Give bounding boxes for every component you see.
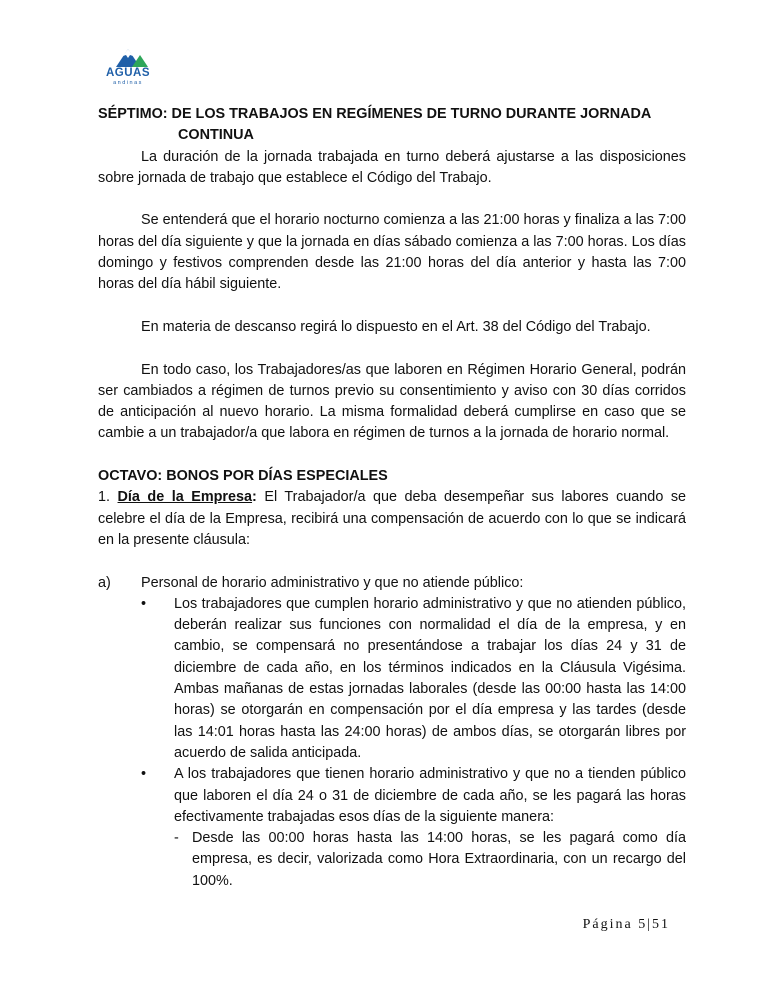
- bullet-item-2: [98, 764, 686, 828]
- section-7-paragraph-3: En materia de descanso regirá lo dispuesto en el Art. 38 del Código del Trabajo.: [141, 318, 651, 335]
- mountain-icon: [98, 45, 158, 69]
- bullet-item-2-text: A los trabajadores que tienen horario administrativo y que no a tienden público que laboren el día 24 o 31 de diciembre de cada año, se les pagará las horas efectivamente trabajadas esos días de la siguiente manera:: [174, 766, 686, 825]
- section-7-paragraph-4: En todo caso, los Trabajadores/as que laboren en Régimen Horario General, podrán ser cambiados a régimen de turnos previo su consentimiento y aviso con 30 días corridos de anticipación al nuevo horario. La misma formalidad deberá cumplirse en caso que se cambie a un trabajador/a que labora en régimen de turnos a la jornada de horario normal.: [98, 361, 686, 442]
- section-7-paragraph-2: Se entenderá que el horario nocturno comienza a las 21:00 horas y finaliza a las 7:00 horas del día siguiente y que la jornada en días sábado comienza a las 7:00 horas. Los días domingo y festivos comprenden desde las 21:00 horas del día anterior y hasta las 7:00 horas del día hábil siguiente.: [98, 212, 687, 293]
- item-1-title: Día de la Empresa: [117, 489, 253, 506]
- aguas-andinas-logo: [98, 45, 158, 93]
- bullet-item-1-text: Los trabajadores que cumplen horario administrativo y que no atienden público, deberán realizar sus funciones con normalidad el día de la empresa, y en cambio, se compensará no presentándose a trabajar los días 24 y 31 de diciembre de cada año, en los términos indicados en la Cláusula Vigésima. Ambas mañanas de estas jornadas laborales (desde las 00:00 hasta las 14:00 horas) se otorgarán en compensación por el día empresa y las tardes (desde las 14:01 horas hasta las 24:00 horas) de ambos días, se otorgarán libres por acuerdo de salida anticipada.: [174, 595, 686, 761]
- document-body: [98, 104, 686, 892]
- section-8-title: OCTAVO: BONOS POR DÍAS ESPECIALES: [98, 468, 388, 485]
- page-number: Página 5|51: [582, 917, 670, 932]
- bullet-icon: •: [141, 595, 147, 612]
- dash-item-1: [98, 828, 686, 892]
- bullet-item-1: [98, 594, 686, 764]
- list-item-a-label: a): [98, 574, 111, 591]
- list-item-a: [98, 573, 686, 594]
- section-7-title-cont: CONTINUA: [178, 127, 254, 144]
- section-7-paragraph-1: La duración de la jornada trabajada en turno deberá ajustarse a las disposiciones sobre jornada de trabajo que establece el Código del Trabajo.: [98, 148, 686, 186]
- item-1-text: El Trabajador/a que deba desempeñar sus labores cuando se celebre el día de la Empresa, recibirá una compensación de acuerdo con lo que se indicará en la presente cláusula:: [98, 489, 687, 548]
- logo-tagline: andinas: [113, 80, 143, 86]
- item-1-paragraph: [98, 487, 686, 551]
- dash-icon: -: [174, 830, 179, 847]
- bullet-icon: •: [141, 766, 147, 783]
- item-1-colon: :: [252, 489, 257, 506]
- section-7-title: SÉPTIMO: DE LOS TRABAJOS EN REGÍMENES DE TURNO DURANTE JORNADA: [98, 106, 652, 122]
- item-1-number: 1.: [98, 489, 111, 506]
- list-item-a-text: Personal de horario administrativo y que no atiende público:: [141, 574, 524, 591]
- logo-wordmark: AGUAS: [105, 67, 151, 79]
- dash-item-1-text: Desde las 00:00 horas hasta las 14:00 horas, se les pagará como día empresa, es decir, valorizada como Hora Extraordinaria, con un recargo del 100%.: [192, 830, 686, 889]
